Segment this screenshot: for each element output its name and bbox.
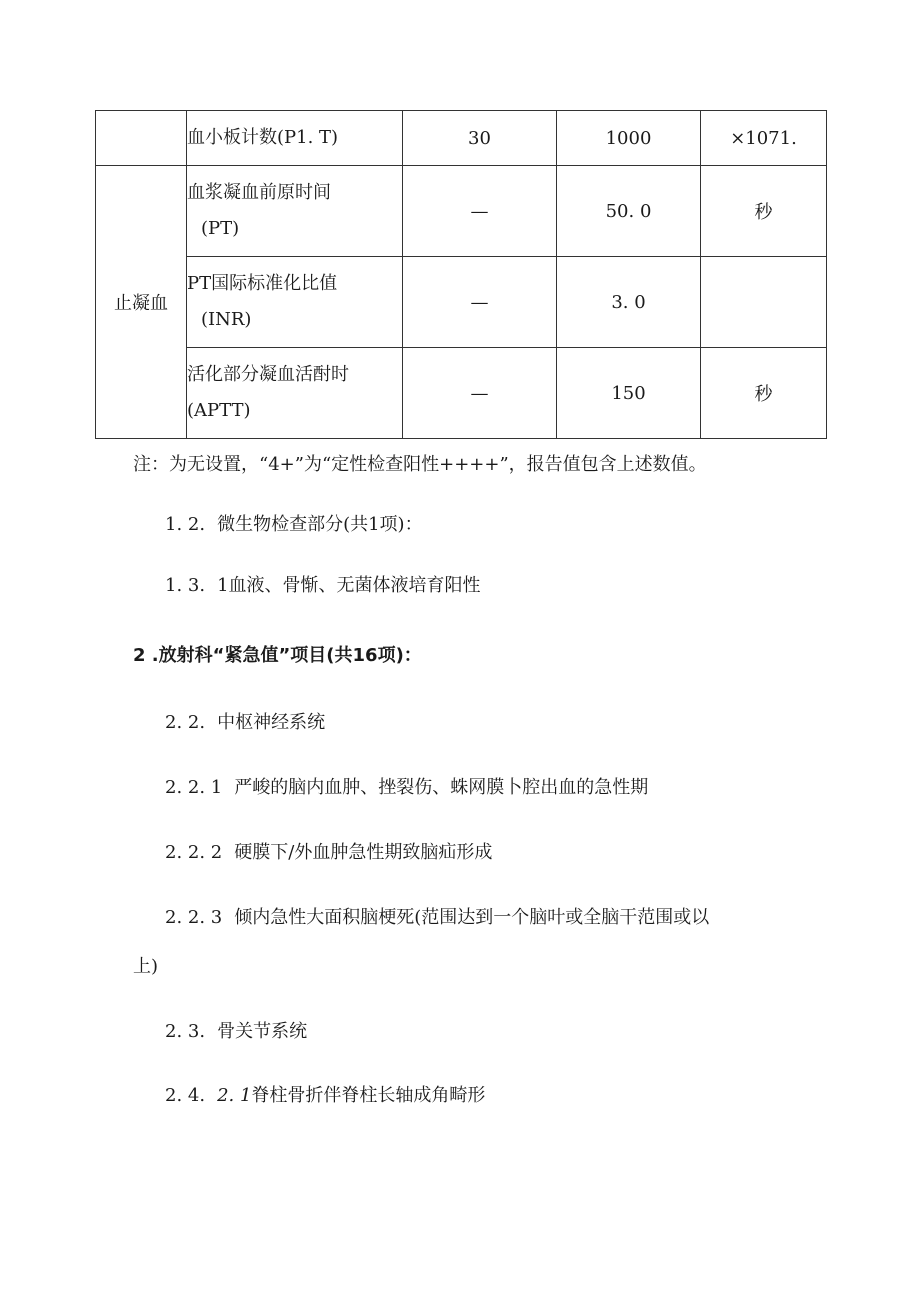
section-2-heading: 2 .放射科“紧急值”项目(共16项)：	[133, 645, 422, 666]
unit-cell: 秒	[701, 348, 827, 439]
item-abbrev: (INR)	[201, 309, 252, 330]
low-value-cell: —	[403, 166, 557, 257]
high-value-cell: 150	[557, 348, 701, 439]
section-text: 严峻的脑内血肿、挫裂伤、蛛网膜卜腔出血的急性期	[234, 777, 649, 798]
section-1-3	[165, 571, 481, 597]
section-text: 骨关节系统	[217, 1021, 308, 1042]
item-name-cell	[187, 257, 403, 348]
section-number: 2. 2. 1	[165, 777, 223, 798]
section-2-2	[165, 708, 325, 734]
item-name-cell	[187, 166, 403, 257]
item-abbrev: (APTT)	[187, 400, 251, 421]
item-name: 活化部分凝血活酎时	[187, 364, 349, 385]
high-value-cell: 1000	[557, 111, 701, 166]
group-cell: 止凝血	[96, 166, 187, 439]
table-note: 注：为无设置，“4+”为“定性检查阳性++++”，报告值包含上述数值。	[133, 454, 707, 475]
section-subnumber: 2. 1	[217, 1085, 252, 1106]
item-name-cell	[187, 348, 403, 439]
section-number: 1. 2.	[165, 514, 206, 535]
section-text: 1血液、骨惭、无菌体液培育阳性	[217, 575, 481, 596]
group-cell	[96, 111, 187, 166]
section-2-2-3	[165, 903, 709, 929]
section-text: 倾内急性大面积脑梗死(范围达到一个脑叶或全脑干范围或以	[234, 907, 710, 928]
table-row	[96, 166, 827, 257]
section-2-3	[165, 1017, 307, 1043]
section-2-2-1	[165, 773, 648, 799]
section-number: 2. 2.	[165, 712, 206, 733]
low-value-cell: —	[403, 257, 557, 348]
section-1-2	[165, 510, 423, 536]
section-number: 2. 2. 3	[165, 907, 223, 928]
section-number: 2. 3.	[165, 1021, 206, 1042]
high-value-cell: 3. 0	[557, 257, 701, 348]
unit-cell	[701, 257, 827, 348]
item-abbrev: (PT)	[201, 218, 240, 239]
low-value-cell: 30	[403, 111, 557, 166]
section-number: 1. 3.	[165, 575, 206, 596]
section-text: 硬膜下/外血肿急性期致脑疝形成	[234, 842, 493, 863]
section-number: 2. 2. 2	[165, 842, 223, 863]
high-value-cell: 50. 0	[557, 166, 701, 257]
section-2-2-2	[165, 838, 492, 864]
section-text: 中枢神经系统	[217, 712, 326, 733]
table-row	[96, 348, 827, 439]
item-name: 血小板计数(P1. T)	[187, 127, 339, 148]
low-value-cell: —	[403, 348, 557, 439]
item-name-cell	[187, 111, 403, 166]
table-row	[96, 111, 827, 166]
section-2-4	[165, 1081, 485, 1107]
critical-value-table	[95, 110, 827, 439]
unit-cell: 秒	[701, 166, 827, 257]
table-row	[96, 257, 827, 348]
item-name: PT国际标准化比值	[187, 273, 338, 294]
unit-cell: ×1071.	[701, 111, 827, 166]
item-name: 血浆凝血前原时间	[187, 182, 331, 203]
section-text: 微生物检查部分(共1项)：	[217, 514, 423, 535]
section-number: 2. 4.	[165, 1085, 206, 1106]
section-text: 脊柱骨折伴脊柱长轴成角畸形	[251, 1085, 486, 1106]
section-2-2-3-continuation: 上)	[133, 956, 159, 977]
